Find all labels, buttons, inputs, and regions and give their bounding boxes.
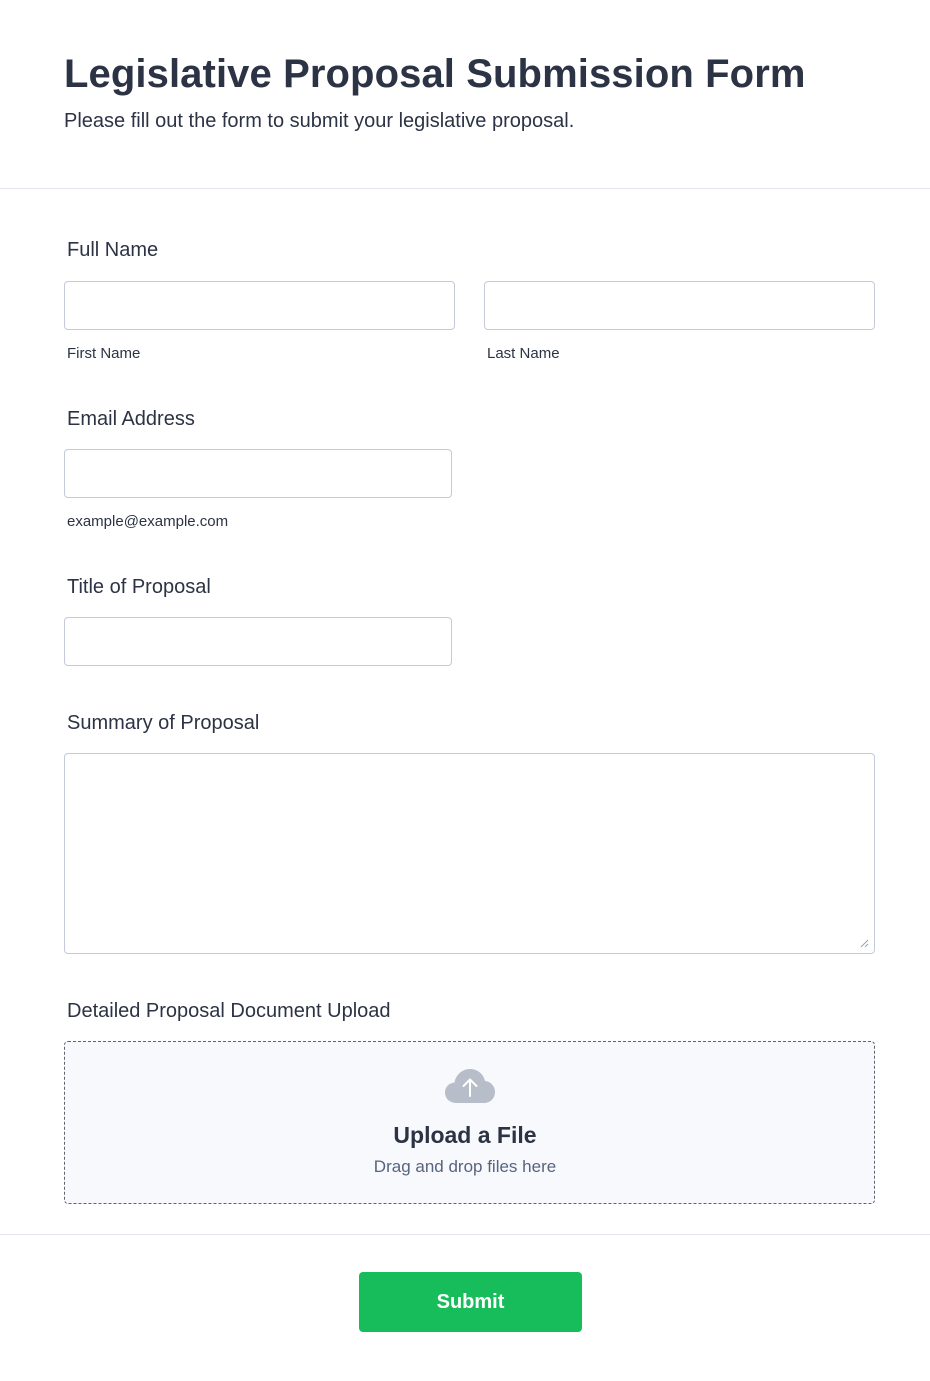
form-header — [0, 0, 930, 189]
first-name-sublabel: First Name — [67, 345, 141, 362]
footer-divider — [0, 1234, 930, 1235]
summary-label: Summary of Proposal — [67, 712, 260, 734]
upload-hint: Drag and drop files here — [373, 1157, 557, 1176]
email-sublabel: example@example.com — [67, 513, 229, 530]
last-name-sublabel: Last Name — [487, 345, 560, 362]
email-label: Email Address — [67, 408, 195, 430]
summary-textarea[interactable] — [64, 753, 875, 954]
upload-title: Upload a File — [393, 1122, 537, 1148]
full-name-label: Full Name — [67, 239, 159, 261]
form-subtitle: Please fill out the form to submit your legislative proposal. — [64, 110, 575, 132]
proposal-title-input[interactable] — [64, 617, 452, 666]
form-title: Legislative Proposal Submission Form — [64, 52, 806, 96]
first-name-input[interactable] — [64, 281, 455, 330]
cloud-upload-icon — [444, 1067, 496, 1105]
resize-grip-icon[interactable] — [859, 938, 869, 948]
last-name-input[interactable] — [484, 281, 875, 330]
submit-button[interactable]: Submit — [359, 1272, 582, 1332]
email-input[interactable] — [64, 449, 452, 498]
proposal-title-label: Title of Proposal — [67, 576, 211, 598]
upload-label: Detailed Proposal Document Upload — [67, 1000, 391, 1022]
